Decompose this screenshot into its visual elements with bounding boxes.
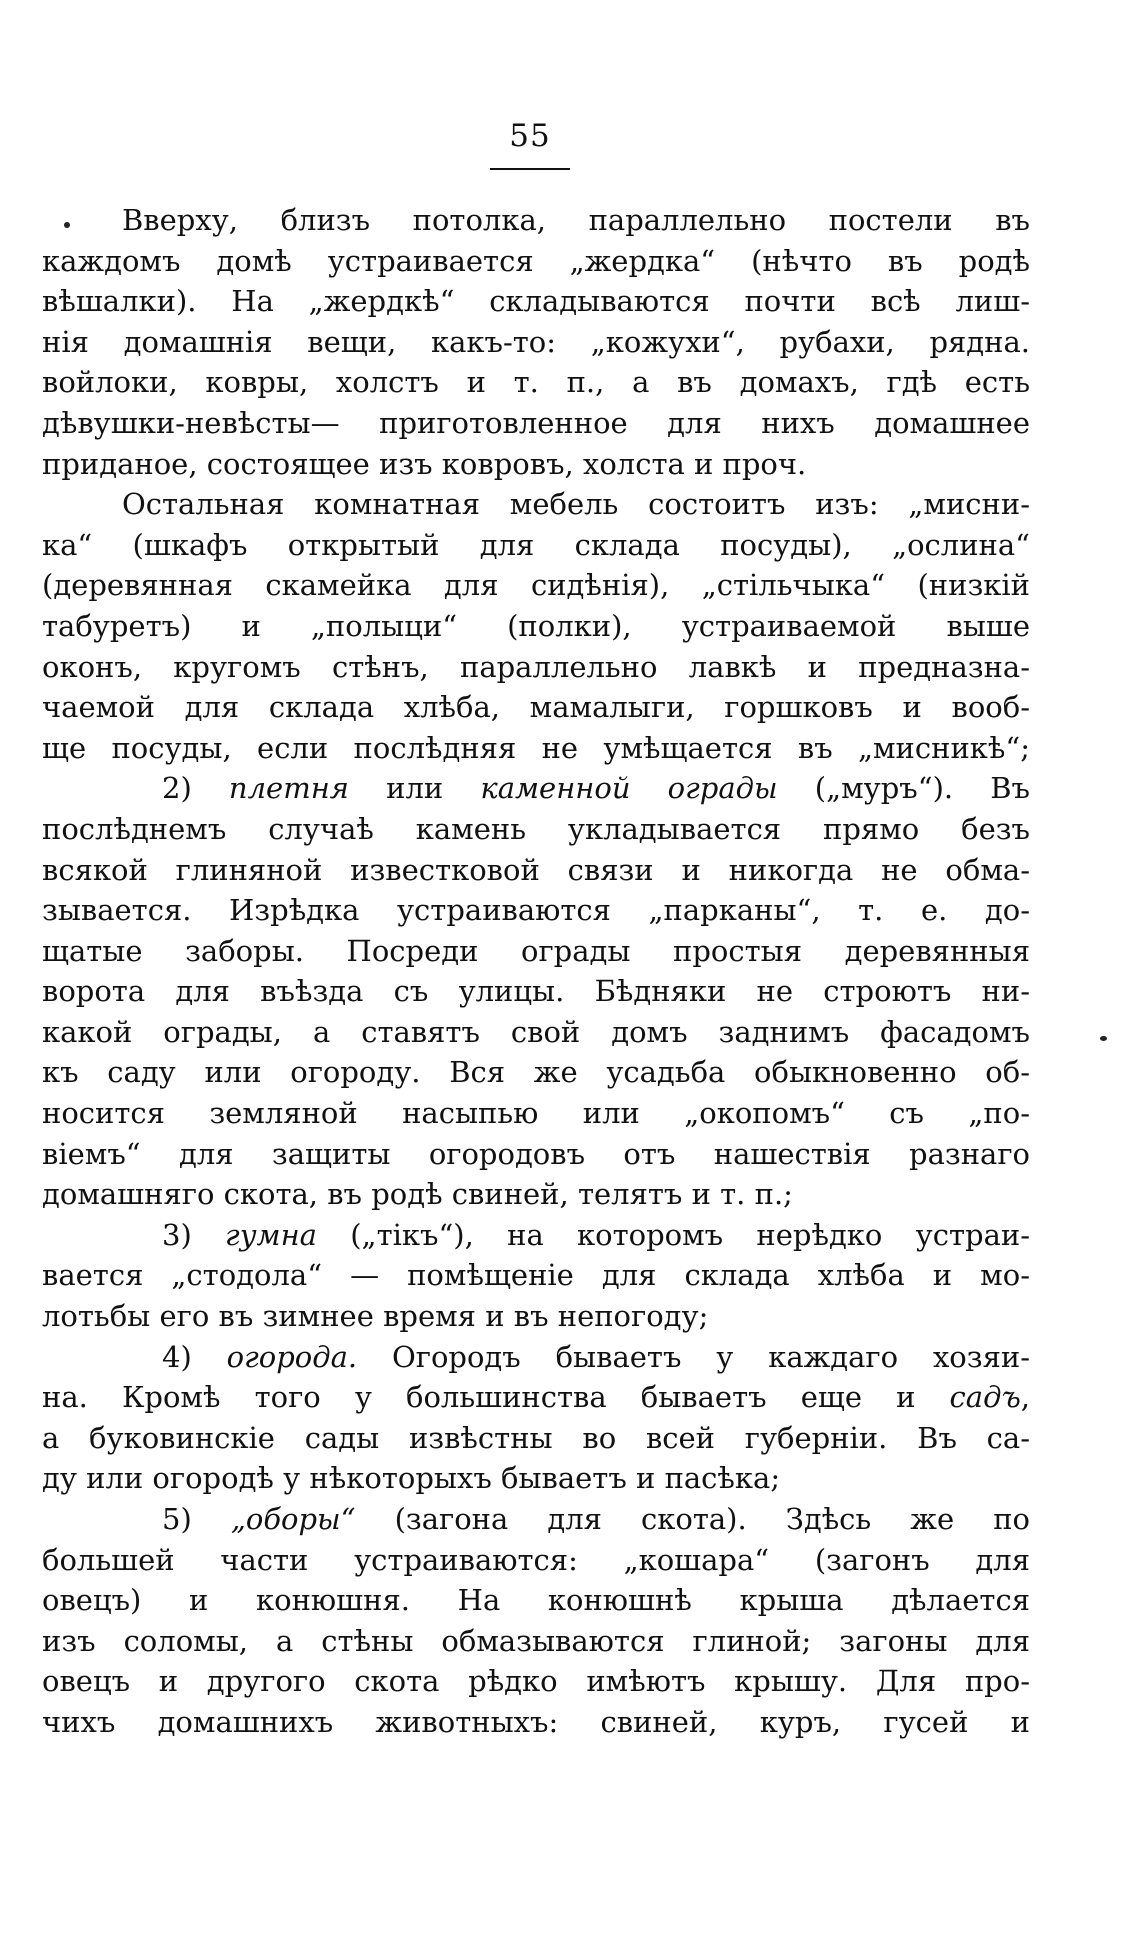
italic-term: плетня: [228, 771, 350, 806]
text-line: овецъ и другого скота рѣдко имѣютъ крышу. Для про-: [42, 1664, 1030, 1699]
text-line: ще посуды, если послѣдняя не умѣщается въ „мисникѣ“;: [42, 730, 1030, 765]
text-line: ка“ (шкафъ открытый для склада посуды), „ослина“: [42, 527, 1030, 562]
text-segment: ,: [1020, 1380, 1030, 1415]
text-line: [42, 1499, 1030, 1540]
text-line: лотьбы его въ зимнее время и въ непогоду;: [42, 1299, 709, 1334]
text-line: зывается. Изрѣдка устраиваются „парканы“, т. е. до-: [42, 893, 1030, 928]
print-speck: [1100, 1036, 1107, 1041]
text-segment: на. Кромѣ того у большинства бываетъ еще и: [42, 1380, 950, 1415]
italic-term: гумна: [225, 1217, 317, 1252]
text-line: вѣшалки). На „жердкѣ“ складываются почти всѣ лиш-: [42, 284, 1030, 319]
text-line: щатые заборы. Посреди ограды простыя деревянныя: [42, 933, 1030, 968]
text-line: изъ соломы, а стѣны обмазываются глиной; загоны для: [42, 1623, 1030, 1658]
text-line: войлоки, ковры, холстъ и т. п., а въ домахъ, гдѣ есть: [42, 365, 1030, 400]
text-line: большей части устраиваются: „кошара“ (загонъ для: [42, 1542, 1030, 1577]
text-segment: 3): [162, 1217, 226, 1252]
text-segment: („тікъ“), на которомъ нерѣдко устраи-: [316, 1217, 1030, 1252]
text-line: оконъ, кругомъ стѣнъ, параллельно лавкѣ и предназна-: [42, 649, 1030, 684]
text-line: овецъ) и конюшня. На конюшнѣ крыша дѣлается: [42, 1583, 1030, 1618]
text-segment: 4): [162, 1339, 227, 1374]
text-line: чихъ домашнихъ животныхъ: свиней, куръ, гусей и: [42, 1704, 1030, 1739]
text-segment: Огородъ бываетъ у каждаго хозяи-: [357, 1339, 1030, 1374]
page-number-underline: [490, 168, 570, 170]
body-text: [42, 200, 1030, 1743]
text-line: послѣднемъ случаѣ камень укладывается прямо безъ: [42, 811, 1030, 846]
text-line: нія домашнія вещи, какъ-то: „кожухи“, рубахи, рядна.: [42, 324, 1030, 359]
text-line: віемъ“ для защиты огородовъ отъ нашествія разнаго: [42, 1136, 1030, 1171]
text-line: [42, 1377, 1030, 1418]
text-line: носится земляной насыпью или „окопомъ“ съ „по-: [42, 1096, 1030, 1131]
page-number: 55: [509, 118, 551, 154]
text-line: Остальная комнатная мебель состоитъ изъ: „мисни-: [122, 487, 1030, 522]
text-line: а буковинскіе сады извѣстны во всей губерніи. Въ са-: [42, 1420, 1030, 1455]
text-segment: 5): [162, 1502, 231, 1536]
text-line: къ саду или огороду. Вся же усадьба обыкновенно об-: [42, 1055, 1030, 1090]
text-segment: или: [349, 771, 481, 806]
italic-term: „оборы“: [230, 1502, 356, 1536]
text-line: всякой глиняной известковой связи и никогда не обма-: [42, 852, 1030, 887]
text-line: [42, 1337, 1030, 1378]
text-line: чаемой для склада хлѣба, мамалыги, горшковъ и вооб-: [42, 690, 1030, 725]
text-line: ворота для въѣзда съ улицы. Бѣдняки не строютъ ни-: [42, 974, 1030, 1009]
text-line: вается „стодола“ — помѣщеніе для склада хлѣба и мо-: [42, 1258, 1030, 1293]
text-line: приданое, состоящее изъ ковровъ, холста и проч.: [42, 446, 807, 481]
text-line: [42, 768, 1030, 809]
text-line: какой ограды, а ставятъ свой домъ заднимъ фасадомъ: [42, 1014, 1030, 1049]
italic-term: садъ: [949, 1380, 1021, 1415]
text-line: дѣвушки-невѣсты— приготовленное для нихъ домашнее: [42, 405, 1030, 440]
text-segment: („муръ“). Въ: [777, 771, 1031, 806]
text-line: Вверху, близъ потолка, параллельно постели въ: [122, 203, 1030, 237]
text-line: [42, 1215, 1030, 1256]
text-line: каждомъ домѣ устраивается „жердка“ (нѣчто въ родѣ: [42, 243, 1030, 278]
italic-term: огорода.: [226, 1339, 358, 1374]
text-line: домашняго скота, въ родѣ свиней, телятъ и т. п.;: [42, 1177, 793, 1212]
text-line: табуретъ) и „полыци“ (полки), устраиваемой выше: [42, 608, 1030, 643]
text-segment: 2): [162, 771, 229, 806]
italic-term: каменной ограды: [480, 771, 778, 806]
text-line: (деревянная скамейка для сидѣнія), „стільчыка“ (низкій: [42, 568, 1030, 603]
text-segment: (загона для скота). Здѣсь же по: [355, 1502, 1030, 1536]
text-line: ду или огородѣ у нѣкоторыхъ бываетъ и пасѣка;: [42, 1461, 781, 1496]
